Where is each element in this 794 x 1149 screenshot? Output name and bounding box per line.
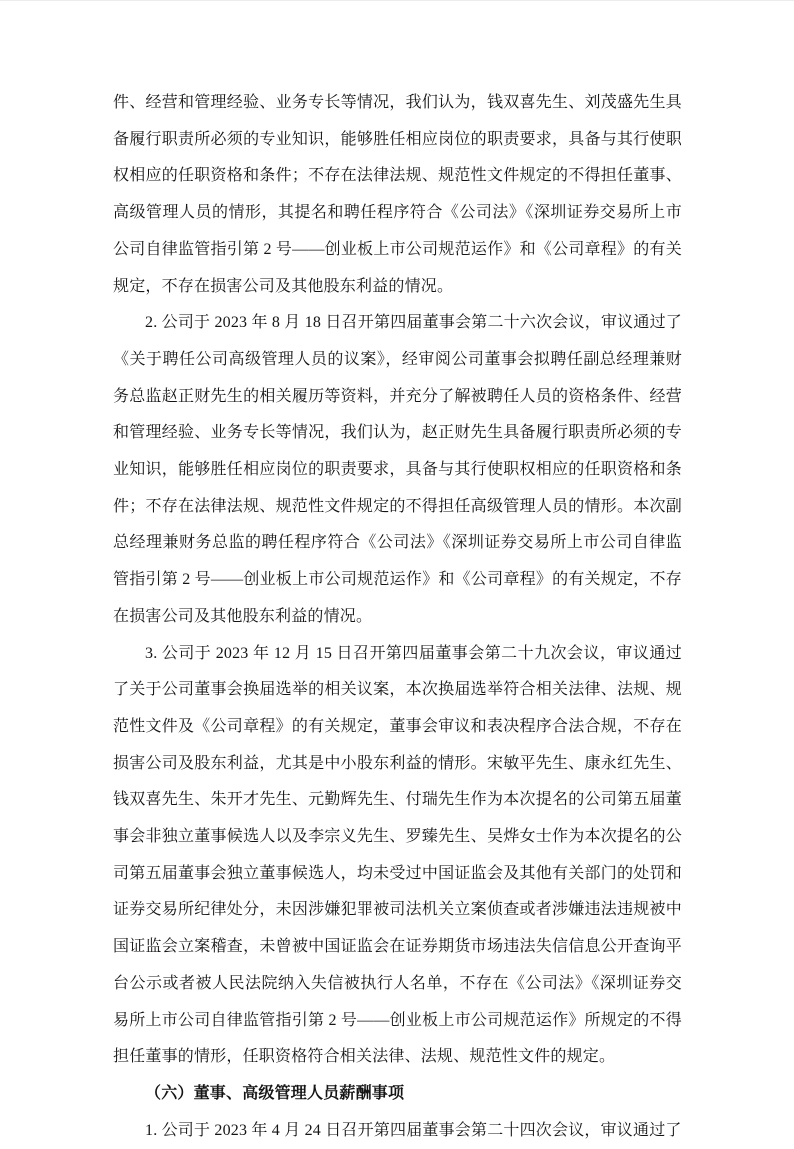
paragraph-item-2: 2. 公司于 2023 年 8 月 18 日召开第四届董事会第二十六次会议，审议通过了《关于聘任公司高级管理人员的议案》，经审阅公司董事会拟聘任副总经理兼财务总监赵正财先生的相关履历等资料，并充分了解被聘任人员的资格条件、经营和管理经验、业务专长等情况，我们认为，赵正财先生具备履行职责所必须的专业知识，能够胜任相应岗位的职责要求，具备与其行使职权相应的任职资格和条件；不存在法律法规、规范性文件规定的不得担任高级管理人员的情形。本次副总经理兼财务总监的聘任程序符合《公司法》《深圳证券交易所上市公司自律监管指引第 2 号——创业板上市公司规范运作》和《公司章程》的有关规定，不存在损害公司及其他股东利益的情况。 <box>113 314 682 625</box>
paragraph-continuation: 件、经营和管理经验、业务专长等情况，我们认为，钱双喜先生、刘茂盛先生具备履行职责所必须的专业知识，能够胜任相应岗位的职责要求，具备与其行使职权相应的任职资格和条件；不存在法律法规、规范性文件规定的不得担任董事、高级管理人员的情形，其提名和聘任程序符合《公司法》《深圳证券交易所上市公司自律监管指引第 2 号——创业板上市公司规范运作》和《公司章程》的有关规定，不存在损害公司及其他股东利益的情况。 <box>113 94 682 295</box>
paragraph-item-3: 3. 公司于 2023 年 12 月 15 日召开第四届董事会第二十九次会议，审议通过了关于公司董事会换届选举的相关议案，本次换届选举符合相关法律、法规、规范性文件及《公司章程》的有关规定，董事会审议和表决程序合法合规，不存在损害公司及股东利益，尤其是中小股东利益的情形。宋敏平先生、康永红先生、钱双喜先生、朱开才先生、元勤辉先生、付瑞先生作为本次提名的公司第五届董事会非独立董事候选人以及李宗义先生、罗臻先生、吴烨女士作为本次提名的公司第五届董事会独立董事候选人，均未受过中国证监会及其他有关部门的处罚和证券交易所纪律处分，未因涉嫌犯罪被司法机关立案侦查或者涉嫌违法违规被中国证监会立案稽查，未曾被中国证监会在证券期货市场违法失信信息公开查询平台公示或者被人民法院纳入失信被执行人名单，不存在《公司法》《深圳证券交易所上市公司自律监管指引第 2 号——创业板上市公司规范运作》所规定的不得担任董事的情形，任职资格符合相关法律、法规、规范性文件的规定。 <box>113 644 682 1066</box>
paragraph-item-1: 1. 公司于 2023 年 4 月 24 日召开第四届董事会第二十四次会议，审议通过了 <box>145 1121 682 1139</box>
section-heading-salary-matters: （六）董事、高级管理人员薪酬事项 <box>145 1084 405 1102</box>
document-body <box>113 85 682 1149</box>
